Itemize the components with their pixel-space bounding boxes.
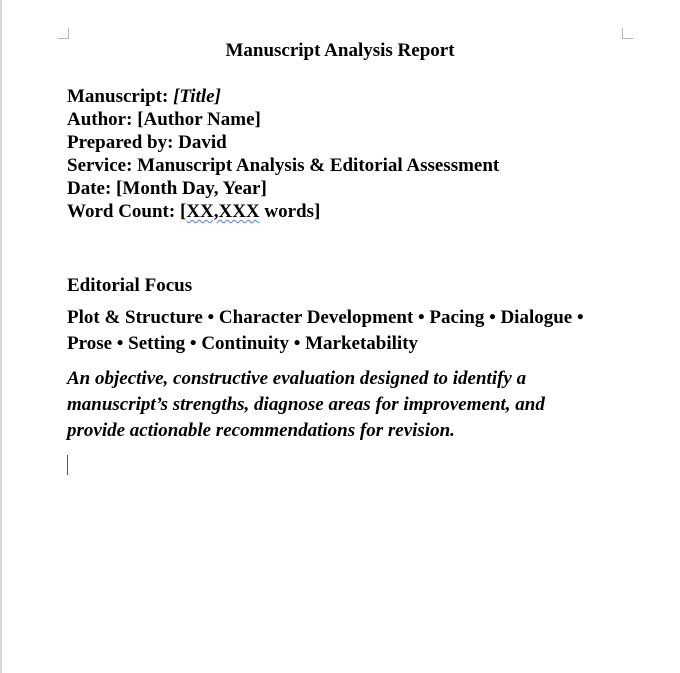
service-line[interactable]: Service: Manuscript Analysis & Editorial Assessment (67, 155, 500, 176)
word-count-line[interactable] (67, 200, 499, 223)
date-line[interactable]: Date: [Month Day, Year] (67, 178, 267, 199)
word-count-label: Word Count: (67, 201, 180, 222)
page-left-border (0, 0, 2, 673)
report-metadata[interactable] (67, 85, 499, 223)
prepared-by-line[interactable]: Prepared by: David (67, 132, 227, 153)
editorial-focus-description[interactable]: An objective, constructive evaluation designed to identify a manuscript’s strengths, diagnose areas for improvement, and provide actionable recommendations for revision. (67, 368, 545, 441)
word-count-suffix: words] (259, 201, 321, 222)
editorial-focus-list[interactable]: Plot & Structure • Character Development • Pacing • Dialogue • Prose • Setting • Continuity • Marketability (67, 307, 584, 354)
editorial-focus-heading[interactable]: Editorial Focus (67, 275, 193, 296)
manuscript-label: Manuscript: (67, 86, 174, 107)
document-title[interactable]: Manuscript Analysis Report (225, 40, 455, 61)
author-line[interactable]: Author: [Author Name] (67, 109, 261, 130)
text-cursor (67, 455, 68, 475)
manuscript-title-placeholder: [Title] (173, 86, 221, 107)
margin-corner-top-left (58, 28, 69, 39)
margin-corner-top-right (622, 28, 633, 39)
word-count-placeholder: [XX,XXX (179, 201, 260, 222)
manuscript-line[interactable] (67, 85, 499, 108)
